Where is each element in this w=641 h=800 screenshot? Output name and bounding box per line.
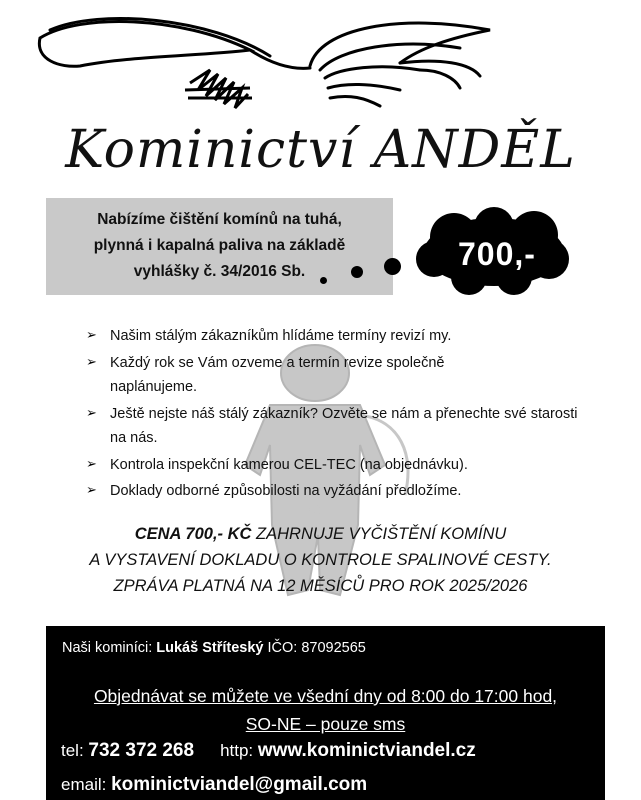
sweeper-name: Lukáš Stříteský [156,640,264,656]
ico-label: IČO: [263,640,302,656]
ico-value: 87092565 [301,640,366,656]
order-hours [46,682,605,738]
offer-line-3: vyhlášky č. 34/2016 Sb. [133,263,306,280]
list-item [86,351,596,400]
statement-line-3: ZPRÁVA PLATNÁ NA 12 MĚSÍCŮ PRO ROK 2025/2026 [113,577,528,595]
statement-line-2: A VYSTAVENÍ DOKLADU O KONTROLE SPALINOVÉ CESTY. [89,551,552,569]
angel-wings-icon [20,8,520,118]
arrow-bullet-icon: ➢ [86,354,97,370]
tel-line [61,740,476,762]
list-item-text: Každý rok se Vám ozveme a termín revize společně naplánujeme. [110,354,445,395]
http-label: http: [220,741,258,760]
statement-line-1-rest: ZAHRNUJE VYČIŠTĚNÍ KOMÍNU [251,525,507,543]
sweepers-label: Naši kominíci: [62,640,157,656]
offer-line-1: Nabízíme čištění komínů na tuhá, [97,211,342,228]
list-item [86,479,596,504]
statement-line-1 [0,521,641,547]
offer-line-2: plynná i kapalná paliva na základě [93,237,346,254]
thought-dot-medium [351,266,363,278]
list-item-text: Doklady odborné způsobilosti na vyžádání předložíme. [110,483,462,499]
thought-dot-large [384,258,401,275]
price-statement [0,521,641,599]
email-label: email: [61,775,112,794]
arrow-bullet-icon: ➢ [86,483,97,498]
thought-dot-small [320,277,327,284]
contact-box [46,626,605,800]
list-item-text: Našim stálým zákazníkům hlídáme termíny revizí my. [110,328,452,344]
sweepers-line [62,640,366,656]
list-item [86,402,596,451]
arrow-bullet-icon: ➢ [86,328,97,343]
statement-price: CENA 700,- KČ [134,525,252,543]
offer-box [46,198,393,295]
list-item [86,453,596,478]
phone-number[interactable]: 732 372 268 [88,740,195,761]
list-item-text: Kontrola inspekční kamerou CEL-TEC (na objednávku). [110,456,468,473]
chimney-sweep-brush-icon [185,70,252,108]
email-line [61,774,367,796]
website-link[interactable]: www.kominictviandel.cz [257,740,476,761]
price-badge: 700,- [458,236,536,272]
bullet-list [86,324,596,506]
arrow-bullet-icon: ➢ [86,456,97,472]
arrow-bullet-icon: ➢ [86,405,97,421]
logo-title: Kominictví ANDĚL [65,120,576,180]
order-line-1: Objednávat se můžete ve všední dny od 8:00 do 17:00 hod, [93,686,558,706]
list-item [86,324,596,349]
list-item-text: Ještě nejste náš stálý zákazník? Ozvěte se nám a přenechte své starosti na nás. [110,405,578,446]
tel-label: tel: [61,741,89,760]
email-link[interactable]: kominictviandel@gmail.com [111,774,368,795]
order-line-2: SO-NE – pouze sms [245,714,406,734]
